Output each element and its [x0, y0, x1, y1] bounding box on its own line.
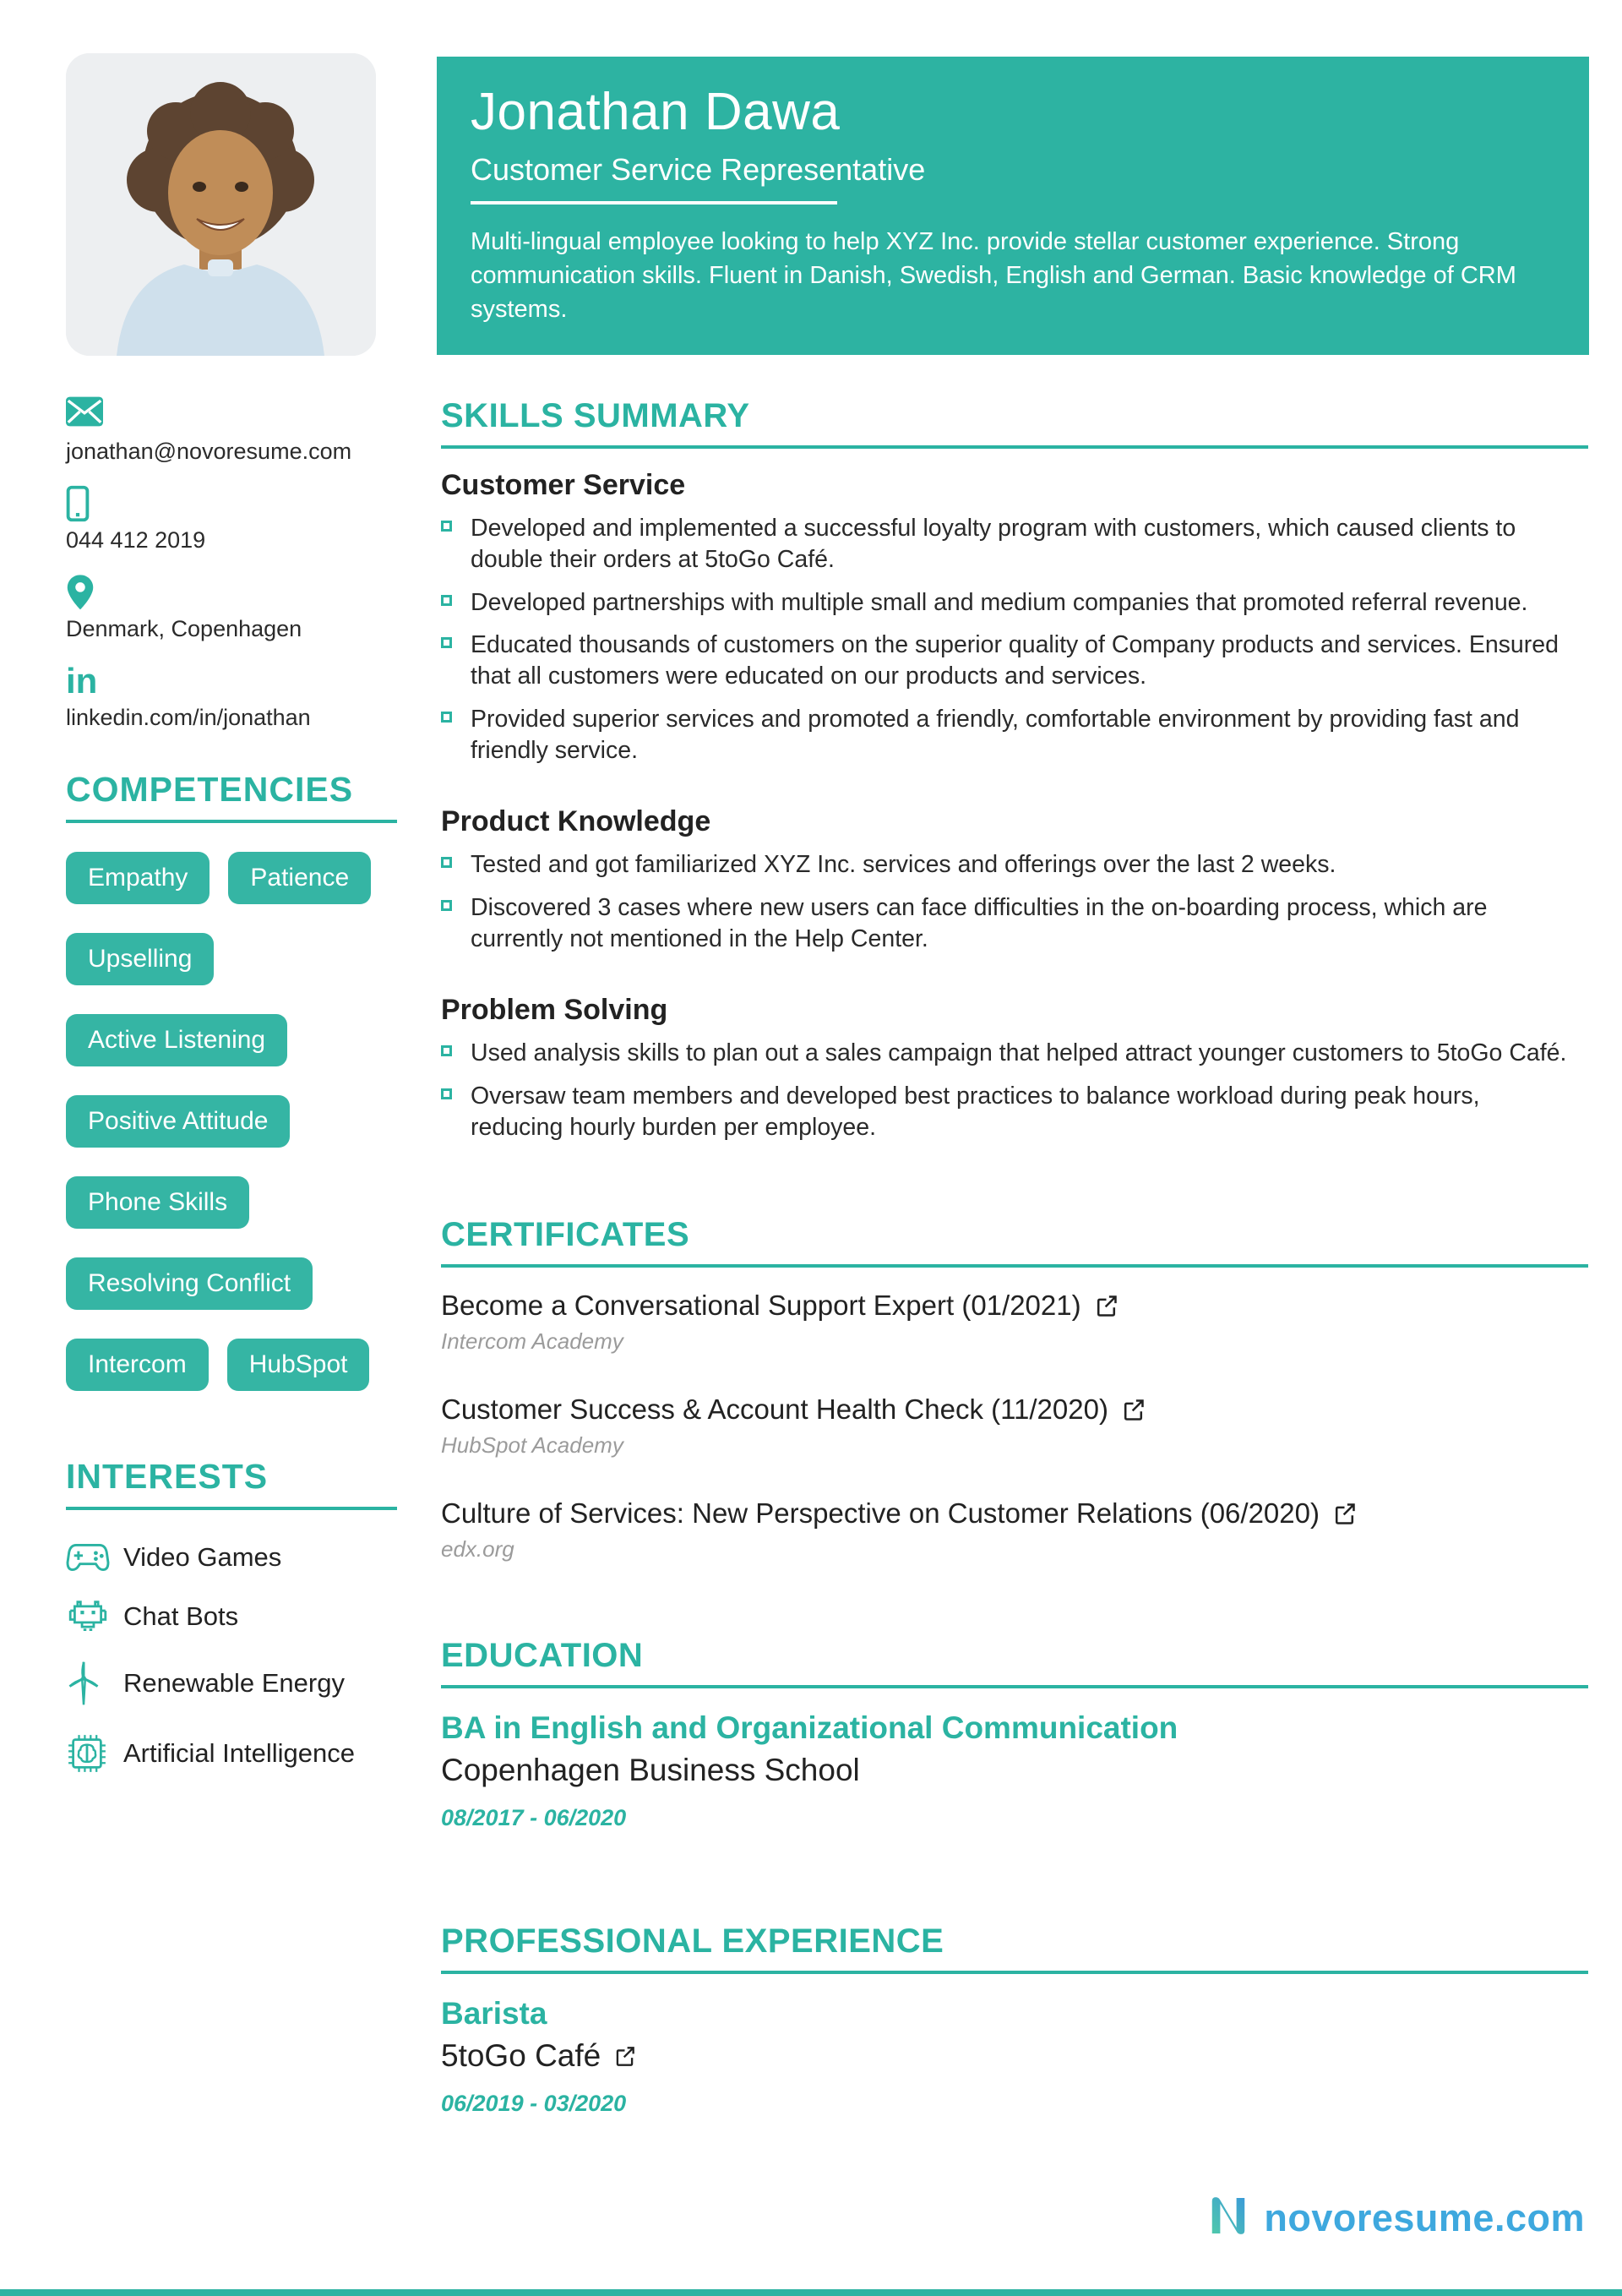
bullet-item — [441, 587, 1588, 619]
education-school: Copenhagen Business School — [441, 1753, 860, 1788]
competency-tag: HubSpot — [227, 1339, 370, 1391]
certificate-title[interactable]: Customer Success & Account Health Check (11/2020) — [441, 1393, 1108, 1426]
skill-group-title: Product Knowledge — [441, 805, 711, 838]
interest-label: Renewable Energy — [123, 1668, 345, 1698]
certificate-issuer: Intercom Academy — [441, 1328, 623, 1355]
external-link-icon[interactable] — [1122, 1399, 1145, 1421]
bullet-item — [441, 849, 1588, 881]
bullet-text: Tested and got familiarized XYZ Inc. services and offerings over the last 2 weeks. — [471, 851, 1336, 879]
bullet-square-icon — [441, 637, 452, 648]
bullet-text: Used analysis skills to plan out a sales campaign that helped attract younger customers to 5toGo Café. — [471, 1039, 1567, 1067]
bullet-square-icon — [441, 595, 452, 606]
certificate-link[interactable] — [441, 1497, 1588, 1530]
certificate-issuer: edx.org — [441, 1536, 514, 1562]
experience-company-link[interactable] — [441, 2038, 1588, 2074]
profile-summary: Multi-lingual employee looking to help XYZ Inc. provide stellar customer experience. Strong communication skills. Fluent in Danish, Swedish, English and German. Basic knowledge of CRM systems. — [471, 228, 1516, 324]
bullet-text: Oversaw team members and developed best practices to balance workload during peak hours, reducing hourly burden per employee. — [471, 1082, 1480, 1141]
contact-section — [66, 396, 406, 731]
interest-label: Video Games — [123, 1542, 282, 1572]
bullet-text: Discovered 3 cases where new users can face difficulties in the on-boarding process, which are currently not mentioned in the Help Center. — [471, 893, 1488, 952]
competency-tag: Patience — [228, 852, 371, 904]
header-band — [437, 57, 1589, 355]
page-bottom-accent-bar — [0, 2289, 1622, 2296]
certificates-heading: CERTIFICATES — [441, 1216, 690, 1254]
interests-heading: INTERESTS — [66, 1457, 269, 1496]
certificate-link[interactable] — [441, 1290, 1588, 1322]
certificate-issuer: HubSpot Academy — [441, 1432, 623, 1459]
ai-chip-icon — [66, 1732, 110, 1775]
competency-tag: Resolving Conflict — [66, 1257, 313, 1310]
bullet-text: Developed and implemented a successful loyalty program with customers, which caused clients to double their orders at 5toGo Café. — [471, 515, 1516, 574]
bullet-square-icon — [441, 1088, 452, 1099]
experience-company[interactable]: 5toGo Café — [441, 2038, 601, 2074]
robot-icon — [66, 1599, 110, 1634]
interest-label: Chat Bots — [123, 1601, 239, 1631]
gamepad-icon — [66, 1542, 110, 1573]
certificate-title[interactable]: Become a Conversational Support Expert (01/2021) — [441, 1290, 1081, 1322]
interest-item — [66, 1599, 406, 1634]
bullet-square-icon — [441, 521, 452, 532]
job-title: Customer Service Representative — [471, 152, 926, 187]
location-value: Denmark, Copenhagen — [66, 616, 302, 641]
bullet-item — [441, 513, 1588, 576]
competency-tags — [66, 852, 406, 1391]
profile-photo-illustration — [66, 53, 376, 356]
interest-item — [66, 1732, 406, 1775]
experience-heading: PROFESSIONAL EXPERIENCE — [441, 1922, 944, 1961]
email-value: jonathan@novoresume.com — [66, 439, 352, 464]
external-link-icon[interactable] — [1333, 1502, 1356, 1525]
competency-tag: Empathy — [66, 852, 210, 904]
wind-turbine-icon — [66, 1661, 110, 1706]
bullet-item — [441, 630, 1588, 693]
header-divider — [471, 201, 837, 205]
left-sidebar — [66, 53, 406, 1801]
skills-summary-heading: SKILLS SUMMARY — [441, 397, 750, 434]
certificate-item — [441, 1497, 1588, 1562]
competency-tag: Phone Skills — [66, 1176, 249, 1229]
linkedin-value: linkedin.com/in/jonathan — [66, 705, 311, 730]
skill-group-title: Problem Solving — [441, 994, 668, 1027]
certificate-item — [441, 1290, 1588, 1355]
bullet-square-icon — [441, 712, 452, 723]
person-name: Jonathan Dawa — [471, 83, 841, 141]
certificate-item — [441, 1393, 1588, 1459]
phone-value: 044 412 2019 — [66, 527, 206, 553]
bullet-square-icon — [441, 1045, 452, 1056]
external-link-icon[interactable] — [1095, 1295, 1118, 1317]
bullet-item — [441, 1081, 1588, 1144]
bullet-square-icon — [441, 857, 452, 868]
experience-role: Barista — [441, 1996, 547, 2031]
contact-linkedin — [66, 663, 406, 731]
novoresume-brand — [1205, 2192, 1585, 2244]
skills-summary-divider — [441, 445, 1588, 449]
education-heading: EDUCATION — [441, 1637, 644, 1675]
bullet-text: Provided superior services and promoted a friendly, comfortable environment by providing fast and friendly service. — [471, 705, 1520, 764]
competencies-divider — [66, 820, 397, 823]
bullet-text: Educated thousands of customers on the superior quality of Company products and services. Ensured that all customers were educated on our products and services. — [471, 630, 1559, 690]
profile-photo — [66, 53, 376, 356]
linkedin-icon: in — [66, 661, 98, 701]
bullet-square-icon — [441, 900, 452, 911]
interest-label: Artificial Intelligence — [123, 1738, 355, 1768]
competencies-heading: COMPETENCIES — [66, 770, 354, 809]
competency-tag: Active Listening — [66, 1014, 287, 1066]
skill-group-title: Customer Service — [441, 469, 686, 501]
location-pin-icon — [66, 574, 406, 611]
bullet-text: Developed partnerships with multiple small and medium companies that promoted referral revenue. — [471, 588, 1528, 616]
certificate-link[interactable] — [441, 1393, 1588, 1426]
phone-icon — [66, 485, 406, 522]
interests-list — [66, 1542, 406, 1775]
experience-divider — [441, 1971, 1588, 1974]
education-degree: BA in English and Organizational Communication — [441, 1710, 1178, 1746]
bullet-item — [441, 1038, 1588, 1069]
contact-location — [66, 574, 406, 642]
education-dates: 08/2017 - 06/2020 — [441, 1805, 627, 1831]
interest-item — [66, 1661, 406, 1706]
interest-item — [66, 1542, 406, 1573]
external-link-icon[interactable] — [614, 2046, 635, 2067]
contact-phone — [66, 485, 406, 554]
email-icon — [66, 396, 406, 434]
competency-tag: Upselling — [66, 933, 214, 985]
interests-divider — [66, 1507, 397, 1510]
experience-dates: 06/2019 - 03/2020 — [441, 2091, 627, 2117]
competency-tag: Intercom — [66, 1339, 209, 1391]
bullet-item — [441, 892, 1588, 956]
contact-email — [66, 396, 406, 465]
competency-tag: Positive Attitude — [66, 1095, 290, 1148]
novoresume-logo-icon — [1205, 2192, 1252, 2244]
main-content — [441, 397, 1588, 2117]
education-divider — [441, 1685, 1588, 1688]
novoresume-brand-text: novoresume.com — [1264, 2195, 1585, 2239]
bullet-item — [441, 704, 1588, 767]
certificate-title[interactable]: Culture of Services: New Perspective on Customer Relations (06/2020) — [441, 1497, 1320, 1530]
certificates-divider — [441, 1264, 1588, 1268]
